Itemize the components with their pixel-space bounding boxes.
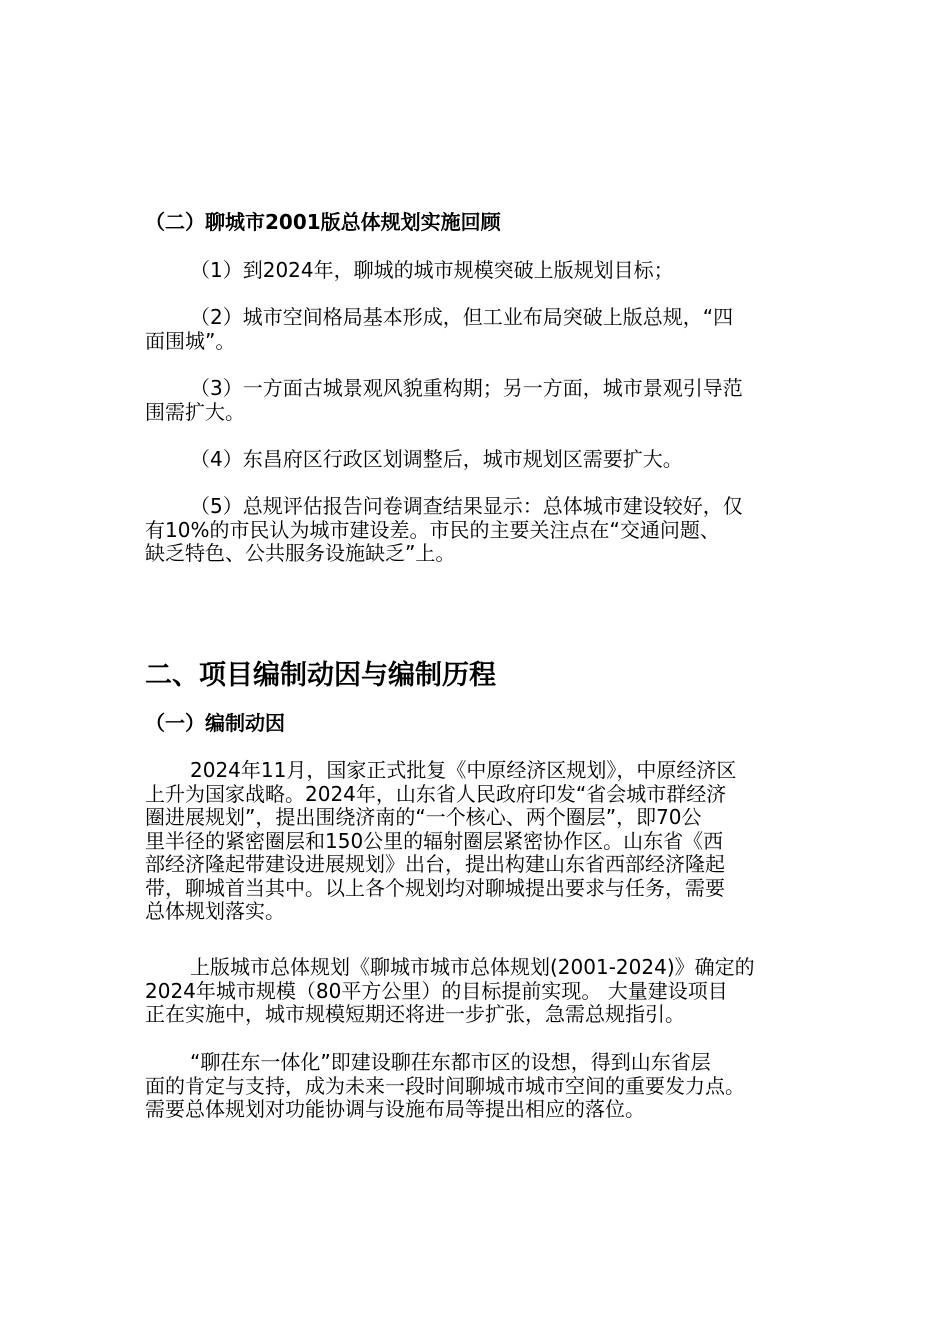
- text-line: 总体规划落实。: [145, 899, 285, 923]
- review-item-4: [145, 448, 810, 472]
- subsection-heading-motivation: （一）编制动因: [145, 711, 285, 735]
- text-line: 需要总体规划对功能协调与设施布局等提出相应的落位。: [145, 1097, 645, 1121]
- text-line: 面的肯定与支持，成为未来一段时间聊城市城市空间的重要发力点。: [145, 1073, 745, 1098]
- review-item-1: [145, 259, 810, 283]
- chapter-heading: 二、项目编制动因与编制历程: [145, 660, 496, 691]
- review-item-2: [145, 306, 810, 353]
- text-line: 正在实施中，城市规模短期还将进一步扩张，急需总规指引。: [145, 1002, 685, 1026]
- text-line: 缺乏特色、公共服务设施缺乏”上。: [145, 541, 456, 565]
- text-line: （2）城市空间格局基本形成，但工业布局突破上版总规，“四: [190, 305, 734, 329]
- text-line: 面围城”。: [145, 328, 236, 353]
- text-line: 上版城市总体规划《聊城市城市总体规划(2001-2024)》确定的: [190, 955, 755, 979]
- text-line: 2024年城市规模（80平方公里）的目标提前实现。 大量建设项目: [145, 978, 728, 1003]
- text-line: 里半径的紧密圈层和150公里的辐射圈层紧密协作区。山东省《西: [145, 828, 724, 853]
- review-item-3: [145, 377, 810, 424]
- section-heading-plan-review: （二）聊城市2001版总体规划实施回顾: [145, 210, 501, 234]
- motivation-paragraph-1: [145, 759, 810, 924]
- text-line: 部经济隆起带建设进展规划》出台，提出构建山东省西部经济隆起: [145, 852, 725, 876]
- text-line: 带，聊城首当其中。以上各个规划均对聊城提出要求与任务，需要: [145, 875, 725, 900]
- text-line: 有10%的市民认为城市建设差。市民的主要关注点在“交通问题、: [145, 517, 720, 542]
- text-line: 2024年11月，国家正式批复《中原经济区规划》，中原经济区: [190, 758, 737, 782]
- motivation-paragraph-2: [145, 956, 810, 1027]
- text-line: （5）总规评估报告问卷调查结果显示：总体城市建设较好，仅: [190, 494, 743, 518]
- text-line: （4）东昌府区行政区划调整后，城市规划区需要扩大。: [190, 447, 683, 471]
- text-line: （1）到2024年，聊城的城市规模突破上版规划目标；: [190, 258, 674, 282]
- text-line: 圈进展规划”，提出围绕济南的“一个核心、两个圈层”，即70公: [145, 805, 702, 829]
- text-line: “聊茌东一体化”即建设聊茌东都市区的设想，得到山东省层: [190, 1050, 711, 1074]
- text-line: （3）一方面古城景观风貌重构期；另一方面，城市景观引导范: [190, 376, 743, 400]
- text-line: 围需扩大。: [145, 399, 245, 424]
- motivation-paragraph-3: [145, 1051, 810, 1122]
- review-item-5: [145, 495, 810, 566]
- text-line: 上升为国家战略。2024年，山东省人民政府印发“省会城市群经济: [145, 781, 727, 806]
